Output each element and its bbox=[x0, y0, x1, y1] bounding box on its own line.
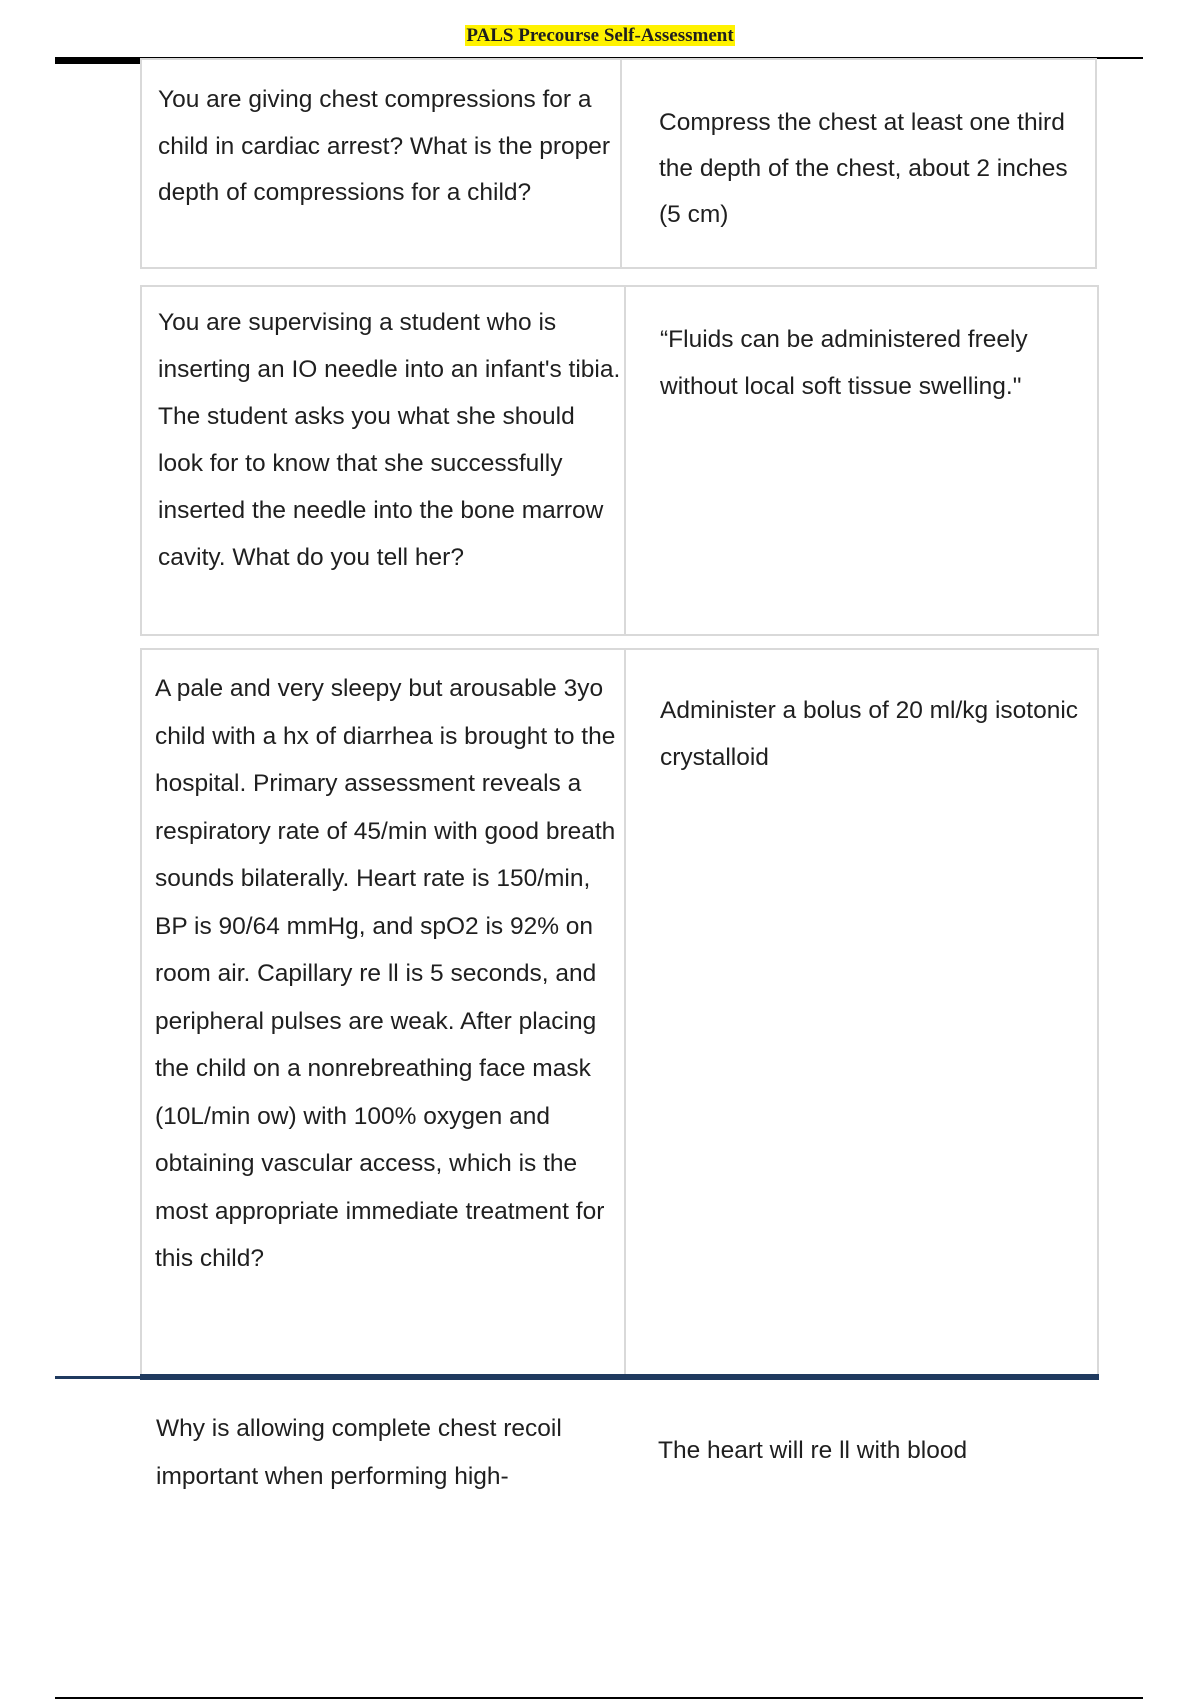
question-text: You are giving chest compressions for a child in cardiac arrest? What is the proper depth of compressions for a child? bbox=[142, 60, 622, 267]
qa-card-compression-depth bbox=[140, 58, 1097, 269]
section-rule-left bbox=[55, 1376, 145, 1379]
page-title bbox=[0, 25, 1200, 47]
answer-text: The heart will re ll with blood bbox=[658, 1437, 968, 1464]
top-rule-accent bbox=[55, 57, 140, 64]
section-rule bbox=[140, 1374, 1099, 1380]
answer-text: “Fluids can be administered freely without local soft tissue swelling." bbox=[660, 326, 1028, 400]
qa-card-hypovolemic-child bbox=[140, 648, 1099, 1376]
question-text: Why is allowing complete chest recoil important when performing high- bbox=[156, 1415, 562, 1490]
bottom-rule bbox=[55, 1697, 1143, 1699]
qa-card-chest-recoil bbox=[140, 1405, 1099, 1535]
question-text: You are supervising a student who is inserting an IO needle into an infant's tibia. The student asks you what she should look for to know that she successfully inserted the needle into the bone marrow cavity. What do you tell her? bbox=[142, 287, 626, 634]
answer-text: Compress the chest at least one third the depth of the chest, about 2 inches (5 cm) bbox=[659, 109, 1068, 228]
page-title-text: PALS Precourse Self-Assessment bbox=[466, 25, 734, 46]
answer-text: Administer a bolus of 20 ml/kg isotonic crystalloid bbox=[660, 697, 1079, 771]
question-text: A pale and very sleepy but arousable 3yo child with a hx of diarrhea is brought to the hospital. Primary assessment reveals a respiratory rate of 45/min with good breath sounds bilaterally. Heart rate is 150/min, BP is 90/64 mmHg, and spO2 is 92% on room air. Capillary re ll is 5 seconds, and peripheral pulses are weak. After placing the child on a nonrebreathing face mask (10L/min ow) with 100% oxygen and obtaining vascular access, which is the most appropriate immediate treatment for this child? bbox=[142, 650, 626, 1374]
qa-card-io-needle bbox=[140, 285, 1099, 636]
